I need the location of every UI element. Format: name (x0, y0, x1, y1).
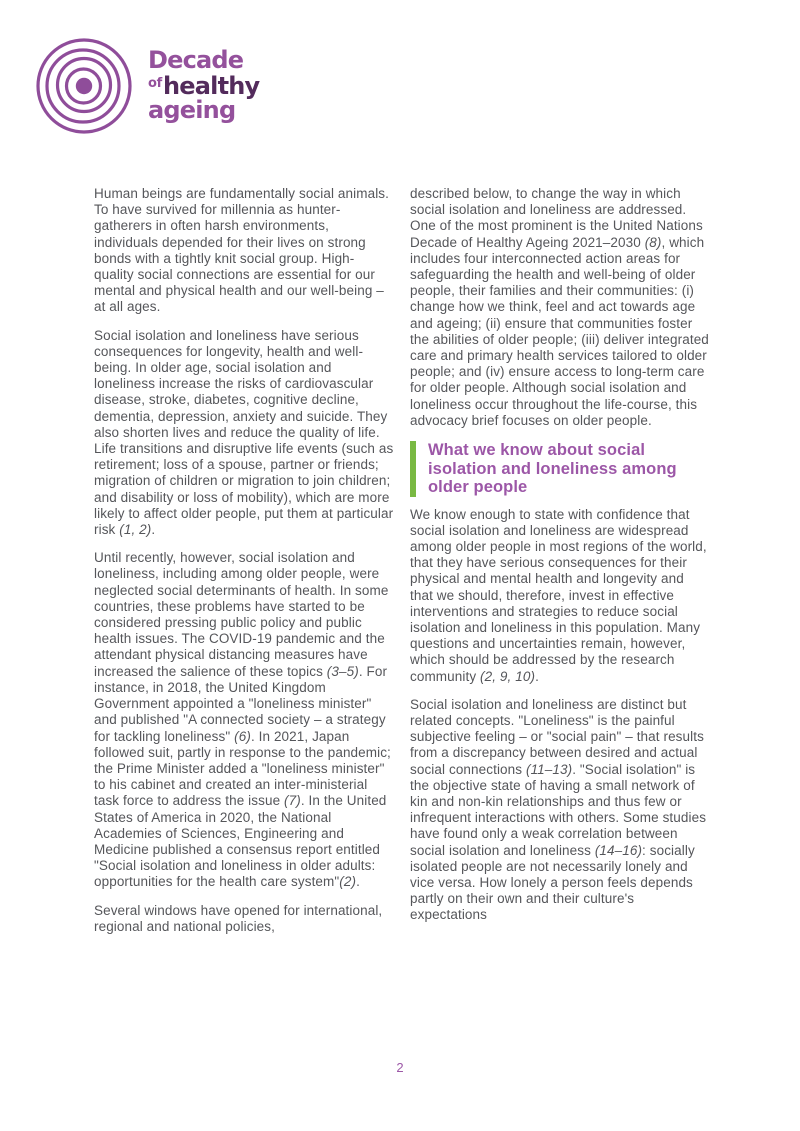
logo-word-ageing: ageing (148, 96, 236, 124)
paragraph: Human beings are fundamentally social animals. To have survived for millennia as hunter-gatherers in often harsh environments, individuals depended for their lives on strong bonds with a tightly knit social group. High-quality social connections are essential for our mental and physical health and our well-being – at all ages. (94, 186, 390, 315)
paragraph: Several windows have opened for international, regional and national policies, (94, 902, 383, 934)
section-heading-text: What we know about social isolation and loneliness among older people (428, 441, 677, 497)
logo-word-decade: Decade (148, 46, 244, 74)
logo-wordmark (148, 48, 259, 122)
right-column (410, 186, 710, 947)
left-column (94, 186, 394, 947)
section-heading (410, 441, 710, 497)
page-footer (0, 1060, 800, 1075)
concentric-rings-icon (34, 36, 134, 136)
logo-line-of-healthy (148, 72, 259, 98)
paragraph: Social isolation and loneliness have serious consequences for longevity, health and well-being. In older age, social isolation and loneliness increase the risks of cardiovascular disease, stroke, diabetes, cognitive decline, dementia, depression, anxiety and suicide. They also shorten lives and reduce the quality of life. Life transitions and disruptive life events (such as retirement; loss of a spouse, partner or friends; migration of children or migration to join children; and disability or loss of mobility), which are more likely to affect older people, put them at particular risk (1, 2). (94, 327, 394, 538)
decade-of-healthy-ageing-logo (34, 36, 259, 136)
logo-word-of: of (148, 76, 162, 91)
paragraph: We know enough to state with confidence that social isolation and loneliness are widespread among older people in most regions of the world, that they have serious consequences for their physical and mental health and longevity and that we should, therefore, invest in effective interventions and strategies to reduce social isolation and loneliness in this population. Many questions and uncertainties remain, however, which should be addressed by the research community (2, 9, 10). (410, 506, 707, 684)
paragraph: Social isolation and loneliness are distinct but related concepts. "Loneliness" is the painful subjective feeling – or "social pain" – that results from a discrepancy between desired and actual social connections (11–13). "Social isolation" is the objective state of having a small network of kin and non-kin relationships and thus few or infrequent interactions with others. Some studies have found only a weak correlation between social isolation and loneliness (14–16): socially isolated people are not necessarily lonely and vice versa. How lonely a person feels depends partly on their own and their culture's expectations (410, 696, 707, 923)
logo-word-healthy: healthy (163, 72, 260, 100)
page-number: 2 (396, 1060, 404, 1075)
paragraph: Until recently, however, social isolation and loneliness, including among older people, were neglected social determinants of health. In some countries, these problems have started to be considered pressing public policy and public health issues. The COVID-19 pandemic and the attendant physical distancing measures have increased the salience of these topics (3–5). For instance, in 2018, the United Kingdom Government appointed a "loneliness minister" and published "A connected society – a strategy for tackling loneliness" (6). In 2021, Japan followed suit, partly in response to the pandemic; the Prime Minister added a "loneliness minister" to his cabinet and created an inter-ministerial task force to address the issue (7). In the United States of America in 2020, the National Academies of Sciences, Engineering and Medicine published a consensus report entitled "Social isolation and loneliness in older adults: opportunities for the health care system"(2). (94, 550, 391, 890)
paragraph: described below, to change the way in which social isolation and loneliness are addressed. One of the most prominent is the United Nations Decade of Healthy Ageing 2021–2030 (8), which includes four interconnected action areas for safeguarding the health and well-being of older people, their families and their communities: (i) change how we think, feel and act towards age and ageing; (ii) ensure that communities foster the abilities of older people; (iii) deliver integrated care and primary health services tailored to older people; and (iv) ensure access to long-term care for older people. Although social isolation and loneliness occur throughout the life-course, this advocacy brief focuses on older people. (410, 186, 709, 428)
body-content (94, 186, 710, 947)
heading-accent-bar (410, 441, 416, 497)
